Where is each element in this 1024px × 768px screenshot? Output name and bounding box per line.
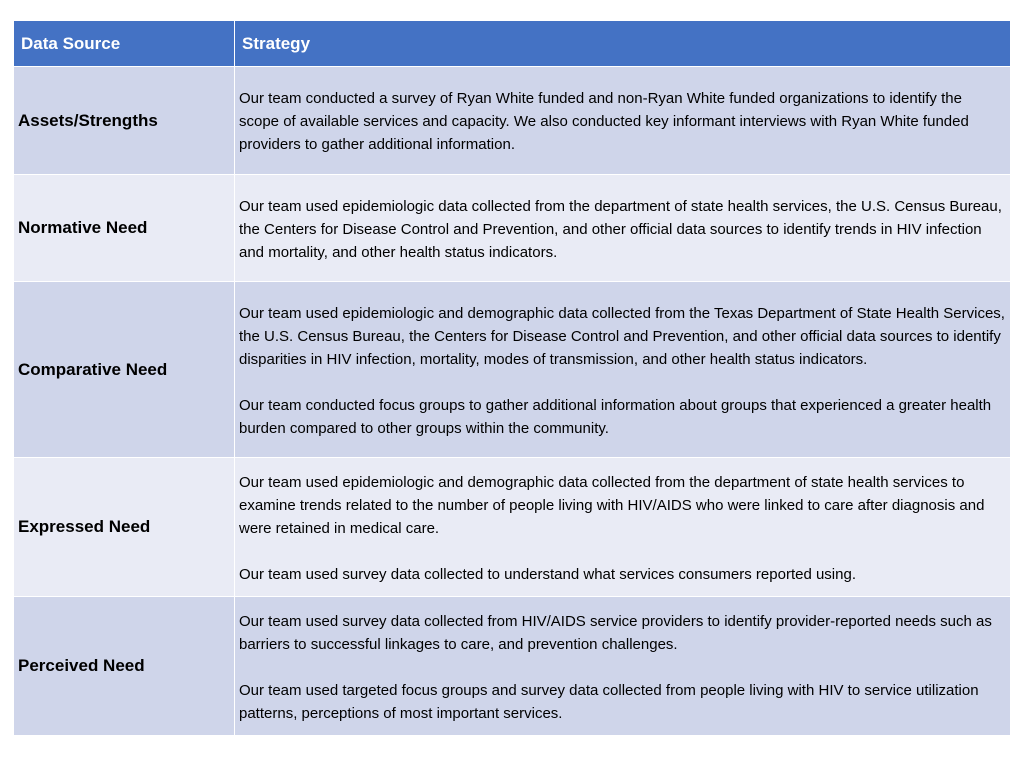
strategy-paragraph: Our team used survey data collected to understand what services consumers reported using.: [239, 565, 856, 583]
strategy-paragraph: Our team used targeted focus groups and survey data collected from people living with HIV to service utilization patterns, perceptions of most important services.: [239, 681, 979, 722]
strategy-cell: [235, 175, 1011, 282]
table-row: [14, 67, 1011, 175]
header-data-source: Data Source: [14, 21, 235, 67]
data-source-cell: Expressed Need: [14, 458, 235, 597]
table-row: [14, 597, 1011, 736]
strategy-table: [13, 20, 1011, 736]
strategy-cell: [235, 282, 1011, 458]
data-source-cell: Normative Need: [14, 175, 235, 282]
strategy-cell: [235, 458, 1011, 597]
strategy-paragraph: Our team used epidemiologic and demographic data collected from the department of state health services to examine trends related to the number of people living with HIV/AIDS who were linked to care after diagnosis and were retained in medical care.: [239, 473, 985, 537]
table-row: [14, 282, 1011, 458]
strategy-cell: [235, 67, 1011, 175]
table-body: [14, 67, 1011, 736]
data-source-cell: Assets/Strengths: [14, 67, 235, 175]
table-row: [14, 458, 1011, 597]
strategy-paragraph: Our team used epidemiologic data collected from the department of state health services, the U.S. Census Bureau, the Centers for Disease Control and Prevention, and other official data sources to identify trends in HIV infection and mortality, and other health status indicators.: [239, 197, 1002, 261]
data-source-cell: Perceived Need: [14, 597, 235, 736]
table-header: [14, 21, 1011, 67]
strategy-paragraph: Our team used epidemiologic and demographic data collected from the Texas Department of State Health Services, the U.S. Census Bureau, the Centers for Disease Control and Prevention, and other official data sources to identify disparities in HIV infection, mortality, modes of transmission, and other health status indicators.: [239, 304, 1005, 368]
data-source-cell: Comparative Need: [14, 282, 235, 458]
header-strategy: Strategy: [235, 21, 1011, 67]
strategy-cell: [235, 597, 1011, 736]
header-row: [14, 21, 1011, 67]
strategy-paragraph: Our team used survey data collected from HIV/AIDS service providers to identify provider-reported needs such as barriers to successful linkages to care, and prevention challenges.: [239, 612, 992, 653]
strategy-paragraph: Our team conducted focus groups to gather additional information about groups that experienced a greater health burden compared to other groups within the community.: [239, 396, 992, 437]
table-row: [14, 175, 1011, 282]
strategy-paragraph: Our team conducted a survey of Ryan White funded and non-Ryan White funded organizations to identify the scope of available services and capacity. We also conducted key informant interviews with Ryan White funded providers to gather additional information.: [239, 90, 969, 153]
